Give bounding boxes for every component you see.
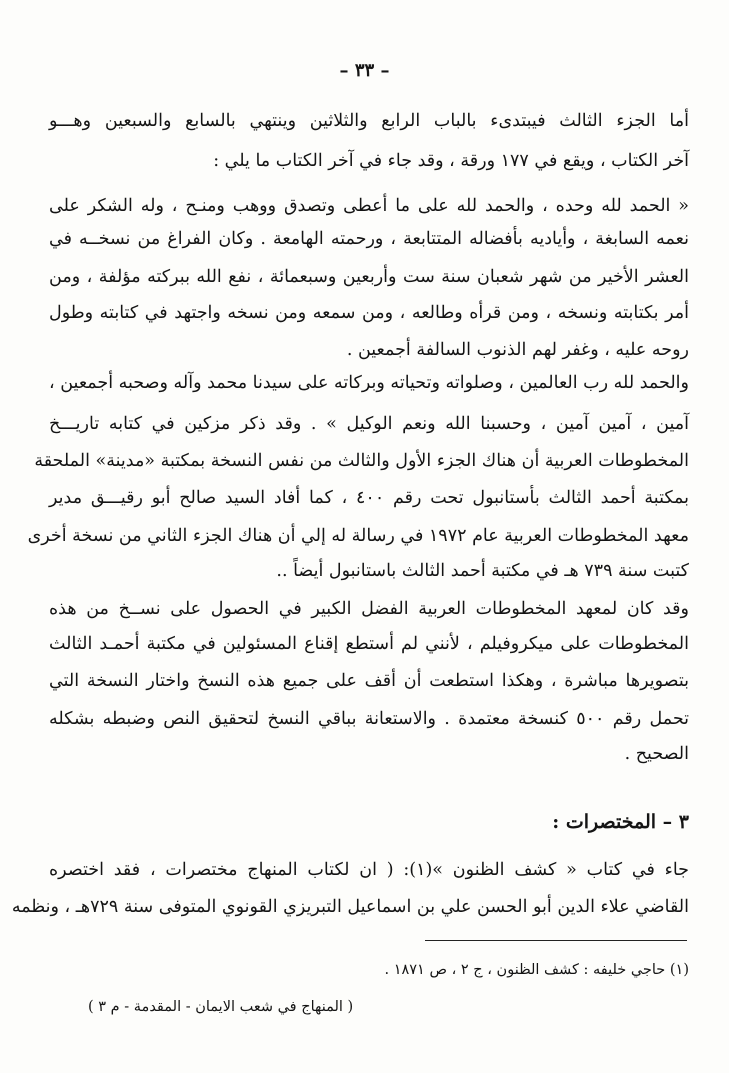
- paragraph-3-line-6: كتبت سنة ٧٣٩ هـ في مكتبة أحمد الثالث باستانبول أيضاً ..: [276, 561, 689, 581]
- page-number: – ٣٣ –: [339, 60, 390, 81]
- paragraph-4-line-2: المخطوطات على ميكروفيلم ، لأنني لم أستطع إقناع المسئولين في مكتبة أحمـد الثالث: [49, 634, 689, 654]
- paragraph-3-line-4: بمكتبة أحمد الثالث بأستانبول تحت رقم ٤٠٠ ، كما أفاد السيد صالح أبو رقيـــق مدير: [49, 488, 689, 508]
- section-paragraph-line-1: جاء في كتاب « كشف الظنون »(١): ( ان لكتاب المنهاج مختصرات ، فقد اختصره: [49, 860, 689, 880]
- paragraph-1-line-1: أما الجزء الثالث فيبتدىء بالباب الرابع والثلاثين وينتهي بالسابع والسبعين وهـــو: [49, 111, 689, 131]
- section-paragraph-line-2: القاضي علاء الدين أبو الحسن علي بن اسماعيل التبريزي القونوي المتوفى سنة ٧٢٩هـ ، ونظمه: [11, 897, 689, 917]
- paragraph-4-line-4: تحمل رقم ٥٠٠ كنسخة معتمدة . والاستعانة بباقي النسخ لتحقيق النص وضبطه بشكله: [49, 709, 689, 729]
- paragraph-4-line-5: الصحيح .: [624, 744, 689, 764]
- paragraph-3-line-1: والحمد لله رب العالمين ، وصلواته وتحياته وبركاته على سيدنا محمد وآله وصحبه أجمعين ،: [49, 373, 689, 393]
- paragraph-2-line-2: نعمه السابغة ، وأياديه بأفضاله المتتابعة ، ورحمته الهامعة . وكان الفراغ من نسخــه في: [49, 229, 689, 249]
- footnote: (١) حاجي خليفه : كشف الظنون ، ج ٢ ، ص ١٨٧١ .: [384, 962, 689, 978]
- paragraph-3-line-3: المخطوطات العربية أن هناك الجزء الأول والثالث من نفس النسخة بمكتبة «مدينة» الملحقة: [34, 451, 689, 471]
- paragraph-2-line-5: روحه عليه ، وغفر لهم الذنوب السالفة أجمعين .: [346, 340, 689, 360]
- paragraph-2-line-3: العشر الأخير من شهر شعبان سنة ست وأربعين وسبعمائة ، نفع الله ببركته مؤلفة ، ومن: [49, 267, 689, 287]
- paragraph-4-line-1: وقد كان لمعهد المخطوطات العربية الفضل الكبير في الحصول على نســخ من هذه: [49, 599, 689, 619]
- paragraph-2-line-4: أمر بكتابته ونسخه ، ومن قرأه وطالعه ، ومن سمعه ومن نسخه واجتهد في كتابته وطول: [49, 303, 689, 323]
- footnote-rule: [425, 940, 687, 941]
- running-footer: ( المنهاج في شعب الايمان - المقدمة - م ٣ ): [88, 999, 354, 1015]
- paragraph-2-line-1: « الحمد لله وحده ، والحمد لله على ما أعطى وتصدق ووهب ومنـح ، وله الشكر على: [49, 196, 689, 216]
- paragraph-3-line-5: معهد المخطوطات العربية عام ١٩٧٢ في رسالة له إلي أن هناك الجزء الثاني من نسخة أخرى: [27, 526, 689, 546]
- paragraph-4-line-3: بتصويرها مباشرة ، وهكذا استطعت أن أقف على جميع هذه النسخ واختار النسخة التي: [49, 671, 689, 691]
- paragraph-3-line-2: آمين ، آمين آمين ، وحسبنا الله ونعم الوكيل » . وقد ذكر مزكين في كتابه تاريـــخ: [49, 414, 689, 434]
- section-heading: ٣ – المختصرات :: [552, 811, 689, 833]
- paragraph-1-line-2: آخر الكتاب ، ويقع في ١٧٧ ورقة ، وقد جاء في آخر الكتاب ما يلي :: [213, 151, 689, 171]
